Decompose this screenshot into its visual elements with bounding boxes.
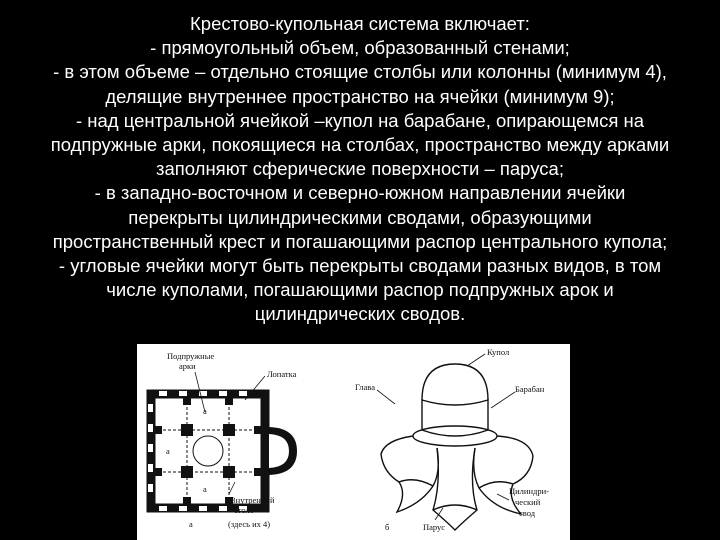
text-line: заполняют сферические поверхности – паруса; [156, 158, 564, 180]
sail-front [433, 448, 477, 530]
label-sail: Парус [423, 522, 446, 532]
vault-right [479, 482, 513, 488]
drum [422, 400, 488, 436]
text-line: - в этом объеме – отдельно стоящие столбы или колонны (минимум 4), [53, 61, 667, 83]
vault-left [399, 480, 433, 486]
text-line: - в западно-восточном и северно-южном направлении ячейки [94, 182, 626, 204]
cell-letter: а [203, 406, 207, 416]
text-line: перекрыты цилиндрическими сводами, образующими [128, 206, 592, 228]
cell-letter: а [203, 484, 207, 494]
label-vault-3: свод [519, 508, 536, 518]
leader-lines-b [377, 354, 515, 520]
sail-left [381, 436, 438, 512]
figure-svg [137, 344, 570, 540]
label-arches-2: арки [179, 361, 196, 371]
label-pillar-2: столб [234, 505, 255, 515]
label-head: Глава [355, 382, 375, 392]
text-line: делящие внутреннее пространство на ячейки (минимум 9); [105, 85, 615, 107]
label-dome: Купол [487, 347, 510, 357]
text-line: - угловые ячейки могут быть перекрыты сводами разных видов, в том [58, 255, 662, 277]
arches [158, 402, 258, 500]
text-line: числе куполами, погашающими распор подпружных арок и [106, 279, 614, 301]
dome-cap [422, 364, 488, 400]
architecture-figure [137, 344, 570, 540]
plan-drawing [148, 372, 297, 511]
label-count: (здесь их 4) [228, 519, 271, 529]
figure-b-letter: б [385, 522, 390, 532]
text-line: подпружные арки, покоящиеся на столбах, пространство между арками [50, 134, 670, 156]
pilasters [155, 398, 261, 504]
text-block [20, 12, 700, 327]
vault-front [433, 505, 477, 510]
dome-outline [193, 436, 223, 466]
text-line: цилиндрических сводов. [254, 303, 466, 325]
text-line: - прямоугольный объем, образованный стенами; [150, 37, 570, 59]
label-drum: Барабан [515, 384, 545, 394]
label-blade: Лопатка [267, 369, 297, 379]
wall-pattern [148, 391, 247, 511]
cell-letter: а [166, 446, 170, 456]
dome-drawing [381, 364, 533, 530]
label-vault-2: ческий [515, 497, 541, 507]
inner-pillars [181, 424, 235, 478]
label-arches-1: Подпружные [167, 351, 215, 361]
label-pillar-1: Внутренний [230, 495, 275, 505]
text-line: пространственный крест и погашающими распор центрального купола; [52, 230, 668, 252]
text-line: - над центральной ячейкой –купол на барабане, опирающемся на [75, 109, 645, 131]
label-vault-1: Цилиндри- [509, 486, 549, 496]
figure-a-letter: а [189, 519, 193, 529]
text-line: Крестово-купольная система включает: [190, 13, 530, 34]
